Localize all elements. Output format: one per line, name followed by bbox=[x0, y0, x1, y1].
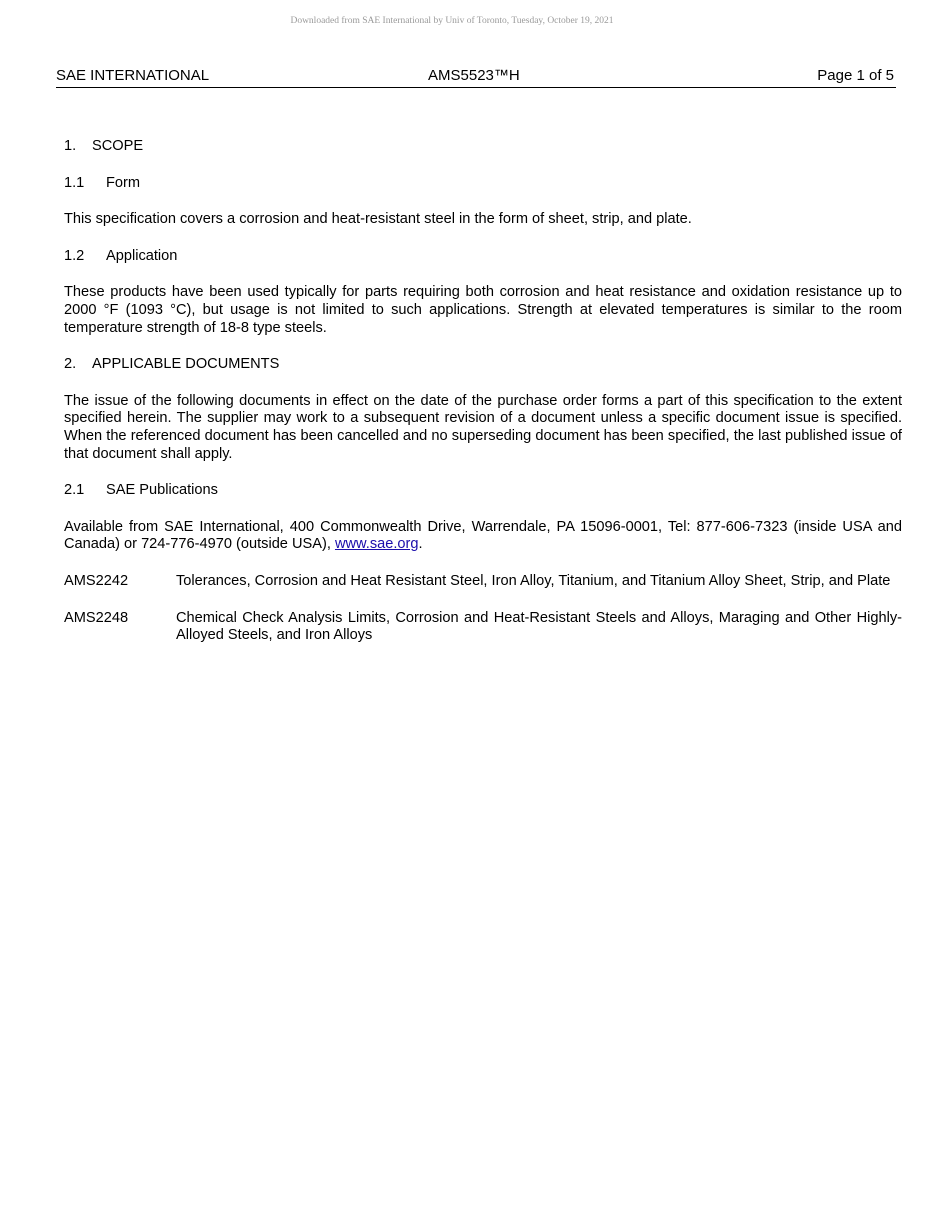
paragraph-applicable-documents: The issue of the following documents in effect on the date of the purchase order forms a part of this specification to the extent specified herein. The supplier may work to a subsequent revision of a document unless a specific document issue is specified. When the referenced document has been cancelled and no superseding document has been specified, the last published issue of that document shall apply. bbox=[64, 392, 902, 462]
sae-website-link[interactable]: www.sae.org bbox=[334, 536, 419, 553]
section-heading-sae-publications bbox=[64, 482, 902, 500]
section-number: 1.1 bbox=[64, 174, 85, 191]
paragraph-form: This specification covers a corrosion and heat-resistant steel in the form of sheet, strip, and plate. bbox=[64, 211, 692, 228]
section-number: 1. bbox=[64, 138, 77, 154]
reference-title: Chemical Check Analysis Limits, Corrosion and Heat-Resistant Steels and Alloys, Maraging and Other Highly-Alloyed Steels, and Iron Alloys bbox=[176, 609, 902, 644]
section-number: 2.1 bbox=[64, 482, 85, 499]
availability-text-end: . bbox=[418, 536, 423, 553]
page-header bbox=[56, 67, 896, 88]
reference-entry bbox=[64, 610, 902, 645]
section-heading-scope bbox=[64, 138, 902, 156]
header-page-number: Page 1 of 5 bbox=[817, 67, 894, 84]
section-title: SCOPE bbox=[92, 138, 144, 154]
section-title: Application bbox=[106, 247, 178, 264]
reference-title: Tolerances, Corrosion and Heat Resistant Steel, Iron Alloy, Titanium, and Titanium Alloy Sheet, Strip, and Plate bbox=[176, 572, 891, 589]
header-org: SAE INTERNATIONAL bbox=[56, 67, 210, 84]
section-title: SAE Publications bbox=[106, 482, 218, 499]
section-title: APPLICABLE DOCUMENTS bbox=[92, 356, 280, 373]
reference-entry bbox=[64, 573, 902, 591]
reference-code: AMS2242 bbox=[64, 572, 129, 589]
section-heading-form bbox=[64, 175, 902, 193]
paragraph-sae-publications bbox=[64, 519, 902, 554]
section-title: Form bbox=[106, 174, 141, 191]
section-number: 2. bbox=[64, 356, 77, 373]
reference-code: AMS2248 bbox=[64, 609, 129, 626]
section-heading-application bbox=[64, 248, 902, 266]
header-doc-id: AMS5523™H bbox=[428, 67, 520, 84]
document-body bbox=[64, 138, 902, 645]
availability-text: Available from SAE International, 400 Commonwealth Drive, Warrendale, PA 15096-0001, Tel: 877-606-7323 (inside USA and Canada) or 724-776-4970 (outside USA), bbox=[64, 518, 902, 553]
section-heading-applicable-documents bbox=[64, 356, 902, 374]
download-watermark: Downloaded from SAE International by Univ of Toronto, Tuesday, October 19, 2021 bbox=[290, 16, 614, 26]
section-number: 1.2 bbox=[64, 247, 85, 264]
paragraph-application: These products have been used typically for parts requiring both corrosion and heat resistance and oxidation resistance up to 2000 °F (1093 °C), but usage is not limited to such applications. Strength at elevated temperatures is similar to the room temperature strength of 18-8 type steels. bbox=[64, 284, 902, 336]
